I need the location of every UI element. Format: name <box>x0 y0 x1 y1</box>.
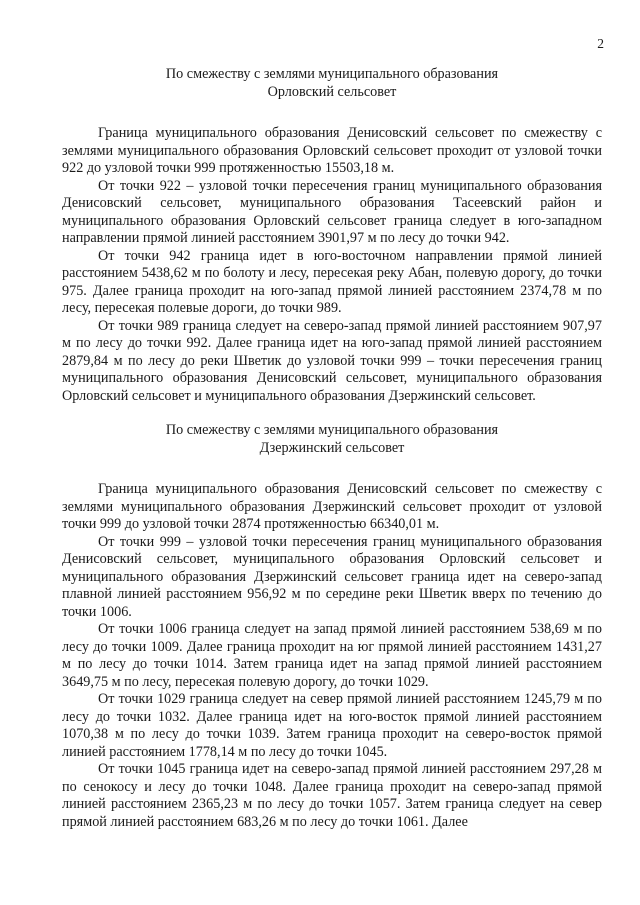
section-orlovsky <box>62 66 602 405</box>
section-heading-line2: Дзержинский сельсовет <box>259 439 405 456</box>
section-heading-line1: По смежеству с землями муниципального образования <box>165 66 499 82</box>
paragraph: От точки 1006 граница следует на запад прямой линией расстоянием 538,69 м по лесу до точки 1009. Далее граница проходит на юг прямой линией расстоянием 1431,27 м по лесу до точки 1014. Затем граница идет на запад прямой линией расстоянием 3649,75 м по лесу, пересекая полевую дорогу, до точки 1029. <box>62 621 602 690</box>
page-number: 2 <box>597 36 604 51</box>
paragraph: От точки 1029 граница следует на север прямой линией расстоянием 1245,79 м по лесу до точки 1032. Далее граница идет на юго-восток прямой линией расстоянием 1070,38 м по лесу до точки 1039. Затем граница проходит на северо-восток прямой линией расстоянием 1778,14 м по лесу до точки 1045. <box>62 691 602 760</box>
section-heading-line2: Орловский сельсовет <box>267 83 397 100</box>
paragraph: Граница муниципального образования Денисовский сельсовет по смежеству с землями муниципального образования Орловский сельсовет проходит от узловой точки 922 до узловой точки 999 протяженностью 15503,18 м. <box>62 125 602 176</box>
paragraph: От точки 989 граница следует на северо-запад прямой линией расстоянием 907,97 м по лесу до точки 992. Далее граница идет на юго-запад прямой линией расстоянием 2879,84 м по лесу до реки Шветик до узловой точки 999 – точки пересечения границ муниципального образования Денисовский сельсовет, муниципального образования Орловский сельсовет и муниципального образования Дзержинский сельсовет. <box>62 317 602 404</box>
paragraph: От точки 999 – узловой точки пересечения границ муниципального образования Денисовский сельсовет, муниципального образования Орловский сельсовет и муниципального образования Дзержинский сельсовет граница идет на северо-запад плавной линией расстоянием 956,92 м по середине реки Шветик вверх по течению до точки 1006. <box>62 533 602 620</box>
paragraph: От точки 942 граница идет в юго-восточном направлении прямой линией расстоянием 5438,62 м по болоту и лесу, пересекая реку Абан, полевую дорогу, до точки 975. Далее граница проходит на юго-запад прямой линией расстоянием 2374,78 м по лесу, пересекая полевые дороги, до точки 989. <box>62 247 602 316</box>
paragraph: Граница муниципального образования Денисовский сельсовет по смежеству с землями муниципального образования Дзержинский сельсовет проходит от узловой точки 999 до узловой точки 2874 протяженностью 66340,01 м. <box>62 481 602 532</box>
section-paragraphs <box>62 481 602 831</box>
document-body <box>62 66 602 831</box>
section-heading <box>62 422 602 457</box>
section-heading <box>62 66 602 101</box>
section-paragraphs <box>62 125 602 405</box>
section-heading-line1: По смежеству с землями муниципального образования <box>165 422 499 438</box>
section-dzerzhinsky <box>62 422 602 831</box>
paragraph: От точки 922 – узловой точки пересечения границ муниципального образования Денисовский сельсовет, муниципального образования Тасеевский район и муниципального образования Орловский сельсовет граница следует в юго-западном направлении прямой линией расстоянием 3901,97 м по лесу до точки 942. <box>62 177 602 246</box>
paragraph: От точки 1045 граница идет на северо-запад прямой линией расстоянием 297,28 м по сенокосу и лесу до точки 1048. Далее граница проходит на северо-запад прямой линией расстоянием 2365,23 м по лесу до точки 1057. Затем граница следует на север прямой линией расстоянием 683,26 м по лесу до точки 1061. Далее <box>62 761 602 830</box>
